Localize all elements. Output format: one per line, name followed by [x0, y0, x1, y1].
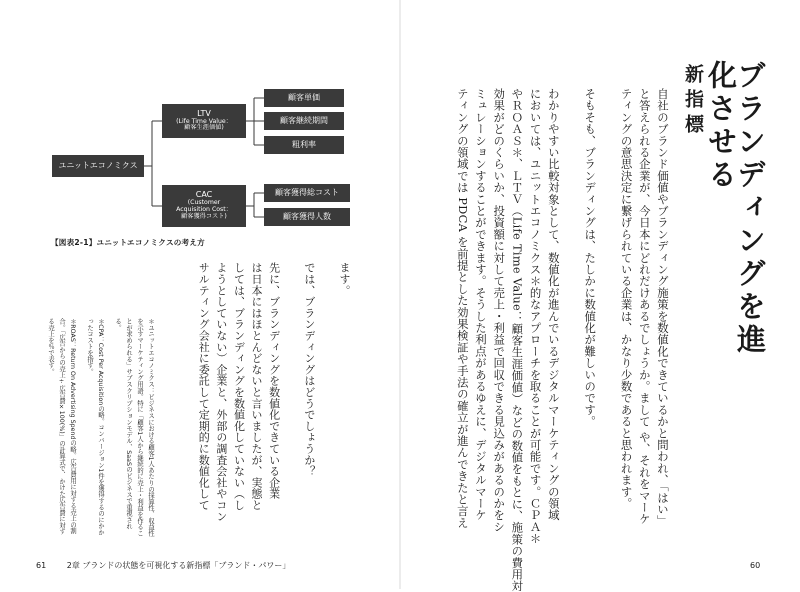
cac-title: CAC: [195, 190, 213, 200]
footnote-unit-economics: ＊ユニットエコノミクス：ビジネスにおける顧客1人あたりの採算性、収益性を示すマーケティング用語。特に「顧客1人から継続的に売上・利益を作ることが求められる」サブスクリプションモデル、SaaSのビジネスで重視される。: [114, 318, 154, 537]
right-page-body: 自社のブランド価値やブランディング施策を数値化できているかと問われ、「はい」 と答えられる企業が、今日本にどれだけあるでしょうか。まして や、それをマーケ ティングの意思決定に繋げられている企業は、かなり少数であると思われます。 そもそも、ブランディングは、たしかに数値化が難しいのです。 わかりやすい比較対象として、数値化が進んでいるデジタルマーケティングの領域 においては、ユニットエコノミクス＊的なアプローチを取ることが可能です。ＣＰＡ＊ やＲＯＡＳ＊、ＬＴＶ（Life Time Value：顧客生涯価値）などの数値をもとに、施策の費用対 効果がどのくらいか、投資額に対して売上・利益で回収できる見込みがあるのかをシ ミュレーションすることができます。そうした利点があるゆえに、デジタルマーケ ティングの領域では PDCA を前提とした効果検証や手法の確立が進んできたと言え: [455, 88, 670, 592]
ltv-child-label: 顧客単価: [288, 92, 320, 102]
cac-child-box: [264, 184, 350, 202]
cac-child-label: 顧客獲得人数: [283, 211, 331, 221]
section-title: ブランディングを進化させる: [704, 60, 767, 357]
cac-subtitle: (Customer Acquisition Cost： 顧客獲得コスト): [176, 199, 232, 220]
footnote-roas: ＊ROAS：Return On Advertising Spendの略。広告費用に対する売上の割合。「広告からの売上÷広告費×100(%)」の計算式で、かけた広告費に対する売上を％で表す。: [47, 318, 76, 535]
footnote-cpa: ＊CPA：Cost Per Acquisitionの略。コンバージョン1件を獲得するのにかかったコストを指す。: [86, 318, 104, 536]
footnotes: [47, 318, 156, 540]
page-number-right: 60: [750, 561, 761, 570]
ltv-child-box: [264, 89, 344, 107]
page-gutter: [399, 0, 401, 589]
ltv-child-box: [264, 112, 344, 130]
cac-child-label: 顧客獲得総コスト: [275, 187, 339, 197]
running-head: [36, 560, 290, 571]
page-number-left: 61: [36, 561, 47, 570]
ltv-child-label: 粗利率: [292, 139, 316, 149]
ltv-child-box: [264, 136, 344, 154]
figure-caption: 【図表2-1】ユニットエコノミクスの考え方: [51, 238, 205, 247]
root-label: ユニットエコノミクス: [58, 160, 138, 170]
chapter-title: ブランドの状態を可視化する新指標「ブランド・パワー」: [82, 561, 291, 570]
unit-economics-diagram: [50, 86, 370, 256]
cac-child-box: [264, 208, 350, 226]
chapter-label: 2章: [66, 561, 80, 570]
root-box: [52, 155, 144, 177]
ltv-box: [162, 104, 246, 138]
ltv-child-label: 顧客継続期間: [280, 115, 328, 125]
ltv-title: LTV: [197, 108, 211, 118]
cac-box: [162, 185, 246, 227]
ltv-subtitle: (Life Time Value： 顧客生涯価値): [176, 117, 232, 132]
left-page-body: ます。 では、ブランディングはどうでしょうか？ 先に、ブランディングを数値化できている企業 は日本にはほとんどないと言いましたが、実態と しては、ブランディングを数値化していない（し ようとしていない）企業と、外部の調査会社やコン サルティング会社に委託して定期的に数値化して: [197, 262, 351, 522]
section-subtitle: 新指標: [682, 64, 704, 139]
